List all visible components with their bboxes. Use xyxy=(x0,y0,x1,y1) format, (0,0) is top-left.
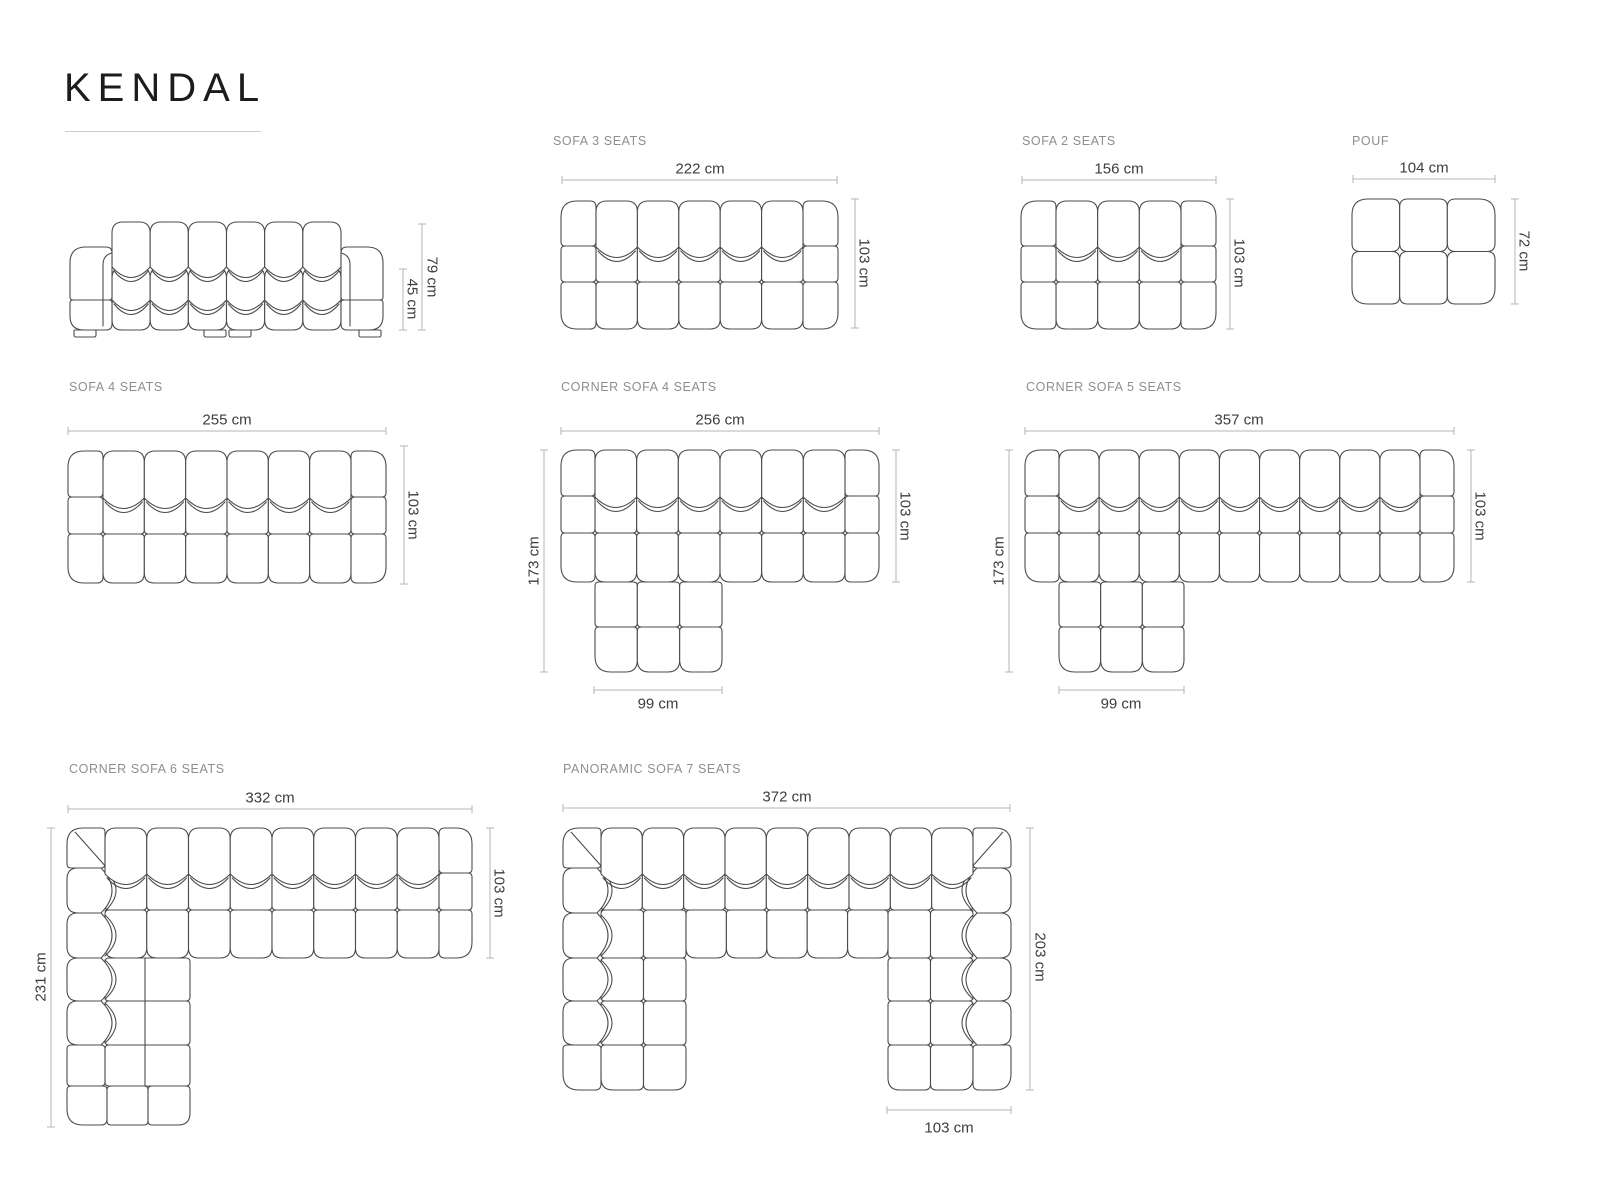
dim-label-pouf-depth: 72 cm xyxy=(1515,230,1533,272)
section-label-pouf: POUF xyxy=(1352,134,1390,148)
dim-label-corner6-depth: 103 cm xyxy=(490,868,508,918)
dim-label-front-height-total: 79 cm xyxy=(423,256,441,298)
dim-label-pouf-width: 104 cm xyxy=(1399,159,1449,177)
dim-label-corner4-depth-total: 173 cm xyxy=(525,536,543,586)
dim-label-corner4-width: 256 cm xyxy=(695,411,745,429)
dim-label-sofa3-depth: 103 cm xyxy=(855,238,873,288)
dim-label-corner4-depth: 103 cm xyxy=(896,491,914,541)
dim-label-corner5-depth: 103 cm xyxy=(1471,491,1489,541)
section-label-sofa-2-seats: SOFA 2 SEATS xyxy=(1022,134,1116,148)
dim-label-sofa2-width: 156 cm xyxy=(1094,160,1144,178)
dim-label-sofa4-width: 255 cm xyxy=(202,411,252,429)
dim-label-front-seat-height: 45 cm xyxy=(403,278,421,320)
dim-label-sofa3-width: 222 cm xyxy=(675,160,725,178)
section-label-corner-sofa-4-seats: CORNER SOFA 4 SEATS xyxy=(561,380,717,394)
dim-label-corner5-depth-total: 173 cm xyxy=(990,536,1008,586)
section-label-sofa-4-seats: SOFA 4 SEATS xyxy=(69,380,163,394)
title-underline xyxy=(65,131,261,132)
dim-label-sofa2-depth: 103 cm xyxy=(1230,238,1248,288)
section-label-corner-sofa-6-seats: CORNER SOFA 6 SEATS xyxy=(69,762,225,776)
dim-label-sofa4-depth: 103 cm xyxy=(404,490,422,540)
dim-label-corner5-chaise-width: 99 cm xyxy=(1100,695,1142,713)
dim-label-pano7-width: 372 cm xyxy=(762,788,812,806)
page-title: KENDAL xyxy=(64,66,267,110)
dim-label-corner5-width: 357 cm xyxy=(1214,411,1264,429)
section-label-sofa-3-seats: SOFA 3 SEATS xyxy=(553,134,647,148)
section-label-corner-sofa-5-seats: CORNER SOFA 5 SEATS xyxy=(1026,380,1182,394)
dim-label-corner4-chaise-width: 99 cm xyxy=(637,695,679,713)
dim-label-pano7-arm-width: 103 cm xyxy=(924,1119,974,1137)
dim-label-pano7-depth-total: 203 cm xyxy=(1031,932,1049,982)
section-label-panoramic-sofa-7-seats: PANORAMIC SOFA 7 SEATS xyxy=(563,762,742,776)
dim-label-corner6-depth-total: 231 cm xyxy=(32,952,50,1002)
dim-label-corner6-width: 332 cm xyxy=(245,789,295,807)
